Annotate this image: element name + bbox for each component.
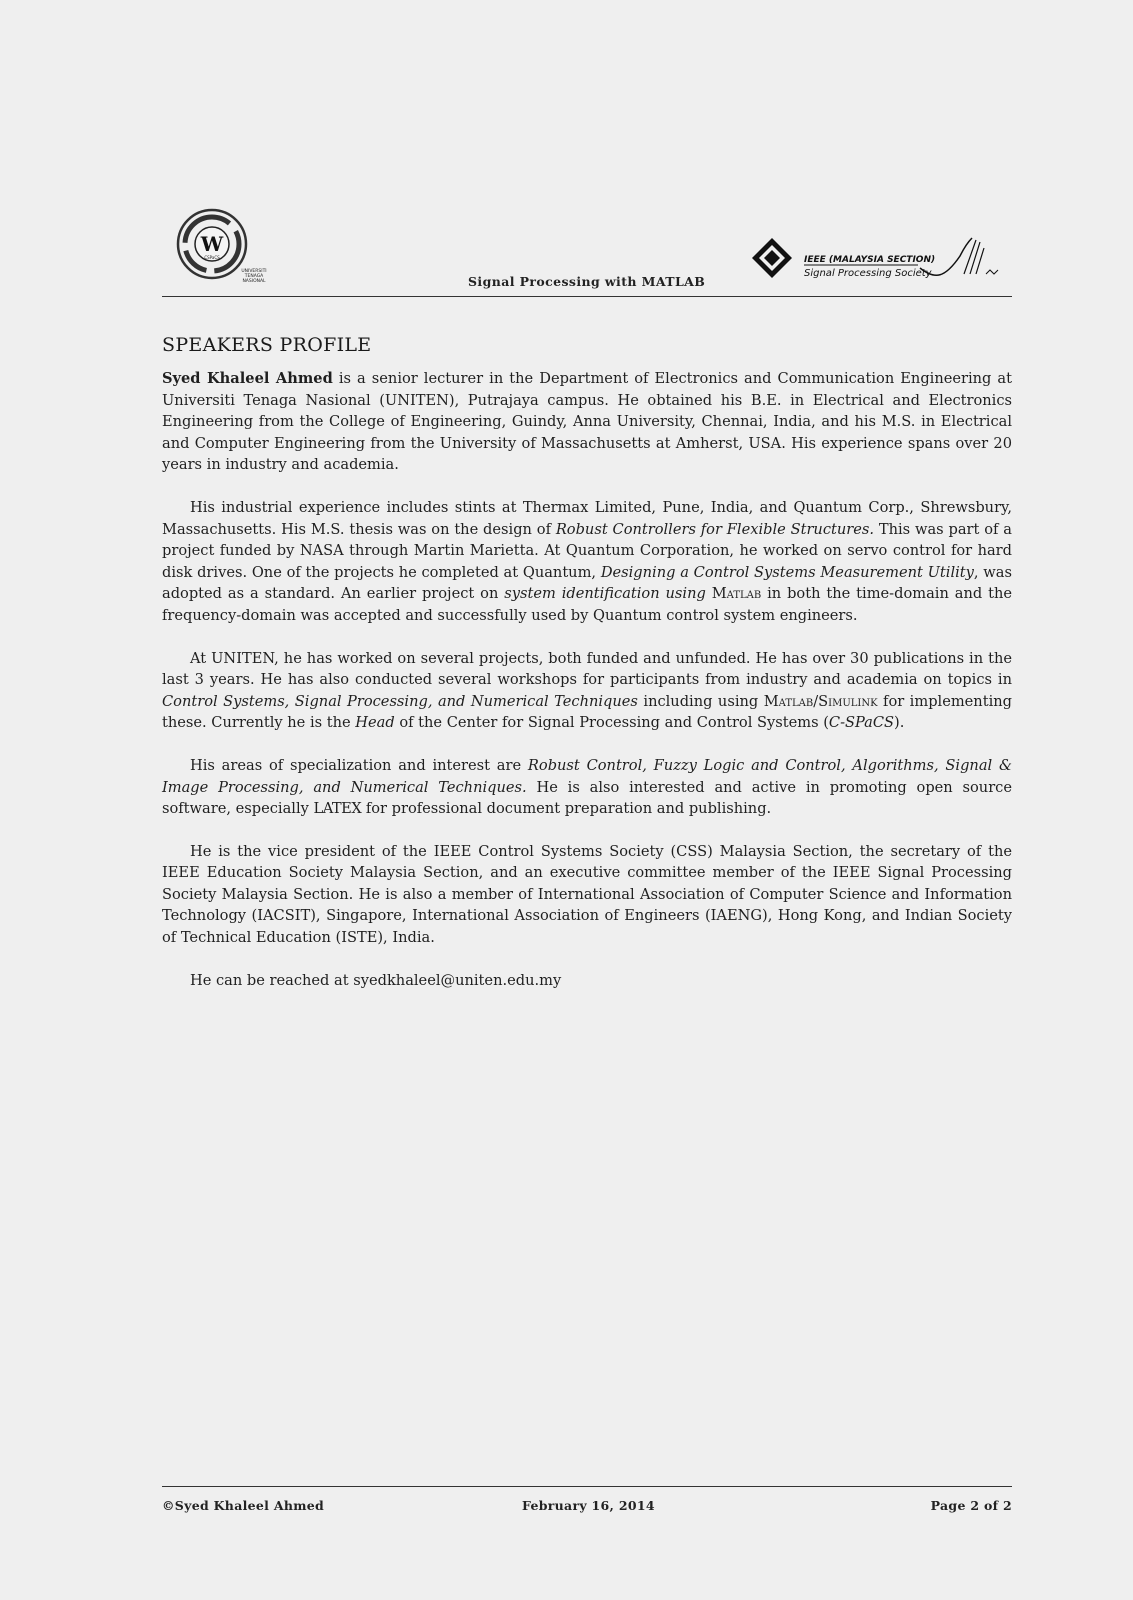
italic-run: Control Systems, Signal Processing, and Numerical Techniques (162, 692, 638, 710)
header-rule (162, 296, 1012, 297)
paragraph-interests (162, 755, 1012, 820)
svg-text:CSPaCS: CSPaCS (204, 255, 220, 260)
profile-content (162, 334, 1012, 991)
paragraph-industry (162, 497, 1012, 627)
italic-run: Robust Controllers for Flexible Structures. (555, 520, 875, 538)
text-run: including using (637, 692, 764, 710)
latex-logo-text: LATEX (313, 800, 362, 818)
text-run: His industrial experience includes stints at Thermax Limited, Pune, India, and Quantum Corp., Shrewsbury, Massachusetts. His M.S. thesis was on the design of (162, 498, 1012, 538)
text-run: in both the time-domain and the frequency-domain was accepted and successfully used by Quantum control system engineers. (162, 585, 1012, 624)
footer-page-number: Page 2 of 2 (930, 1498, 1012, 1513)
matlab-simulink-smallcaps: Matlab/Simulink (763, 692, 878, 710)
text-run: His areas of specialization and interest are (190, 756, 528, 774)
speaker-name: Syed Khaleel Ahmed (162, 370, 333, 387)
svg-text:Signal Processing Society: Signal Processing Society (804, 268, 932, 279)
italic-run: C-SPaCS (828, 714, 895, 732)
page-title: SPEAKERS PROFILE (162, 334, 372, 356)
paragraph-intro (162, 368, 1012, 476)
italic-run: Robust Control, Fuzzy Logic and Control, Algorithms, Signal & Image Processing, and Numerical Techniques. (162, 756, 1012, 796)
matlab-smallcaps: Matlab (711, 585, 762, 603)
italic-run: system identification using (504, 585, 706, 603)
italic-run: Head (355, 714, 395, 732)
svg-text:NASIONAL: NASIONAL (242, 279, 266, 284)
svg-text:IEEE (MALAYSIA SECTION): IEEE (MALAYSIA SECTION) (804, 255, 936, 265)
svg-text:W: W (200, 232, 224, 256)
paragraph-contact: He can be reached at syedkhaleel@uniten.edu.my (190, 971, 562, 989)
page-footer (162, 1486, 1012, 1516)
footer-rule (162, 1486, 1012, 1487)
text-run: ). (894, 714, 905, 732)
text-run: This was part of a project funded by NASA through Martin Marietta. At Quantum Corporation, he worked on servo control for hard disk drives. One of the projects he completed at Quantum, (162, 520, 1012, 581)
text-run: At UNITEN, he has worked on several projects, both funded and unfunded. He has over 30 publications in the last 3 years. He has also conducted several workshops for participants from industry and academia on topics in (162, 649, 1012, 689)
intro-text: is a senior lecturer in the Department of Electronics and Communication Engineering at Universiti Tenaga Nasional (UNITEN), Putrajaya campus. He obtained his B.E. in Electrical and Electronics Engineering from the College of Engineering, Guindy, Anna University, Chennai, India, and his M.S. in Electrical and Computer Engineering from the University of Massachusetts at Amherst, USA. His experience spans over 20 years in industry and academia. (162, 370, 1013, 474)
text-run: He is also interested and active in promoting open source software, especially (162, 778, 1012, 818)
ieee-sps-logo (750, 234, 1012, 288)
paragraph-memberships: He is the vice president of the IEEE Control Systems Society (CSS) Malaysia Section, the secretary of the IEEE Education Society Malaysia Section, and an executive committee member of the IEEE Signal Processing Society Malaysia Section. He is also a member of International Association of Computer Science and Information Technology (IACSIT), Singapore, International Association of Engineers (IAENG), Hong Kong, and Indian Society of Technical Education (ISTE), India. (162, 842, 1012, 947)
text-run: for professional document preparation and publishing. (361, 800, 772, 818)
cspacs-logo (172, 204, 272, 284)
text-run: of the Center for Signal Processing and Control Systems ( (394, 714, 829, 732)
text-run: , was adopted as a standard. An earlier project on (162, 563, 1012, 603)
italic-run: Designing a Control Systems Measurement Utility (600, 563, 974, 581)
page-header (162, 200, 1012, 298)
text-run: for implementing these. Currently he is the (162, 692, 1012, 732)
footer-date: February 16, 2014 (522, 1498, 655, 1513)
svg-text:TENAGA: TENAGA (244, 274, 264, 279)
paragraph-uniten (162, 648, 1012, 734)
svg-text:UNIVERSITI: UNIVERSITI (241, 269, 267, 274)
footer-copyright: ©Syed Khaleel Ahmed (162, 1498, 325, 1513)
header-title: Signal Processing with MATLAB (468, 274, 706, 289)
